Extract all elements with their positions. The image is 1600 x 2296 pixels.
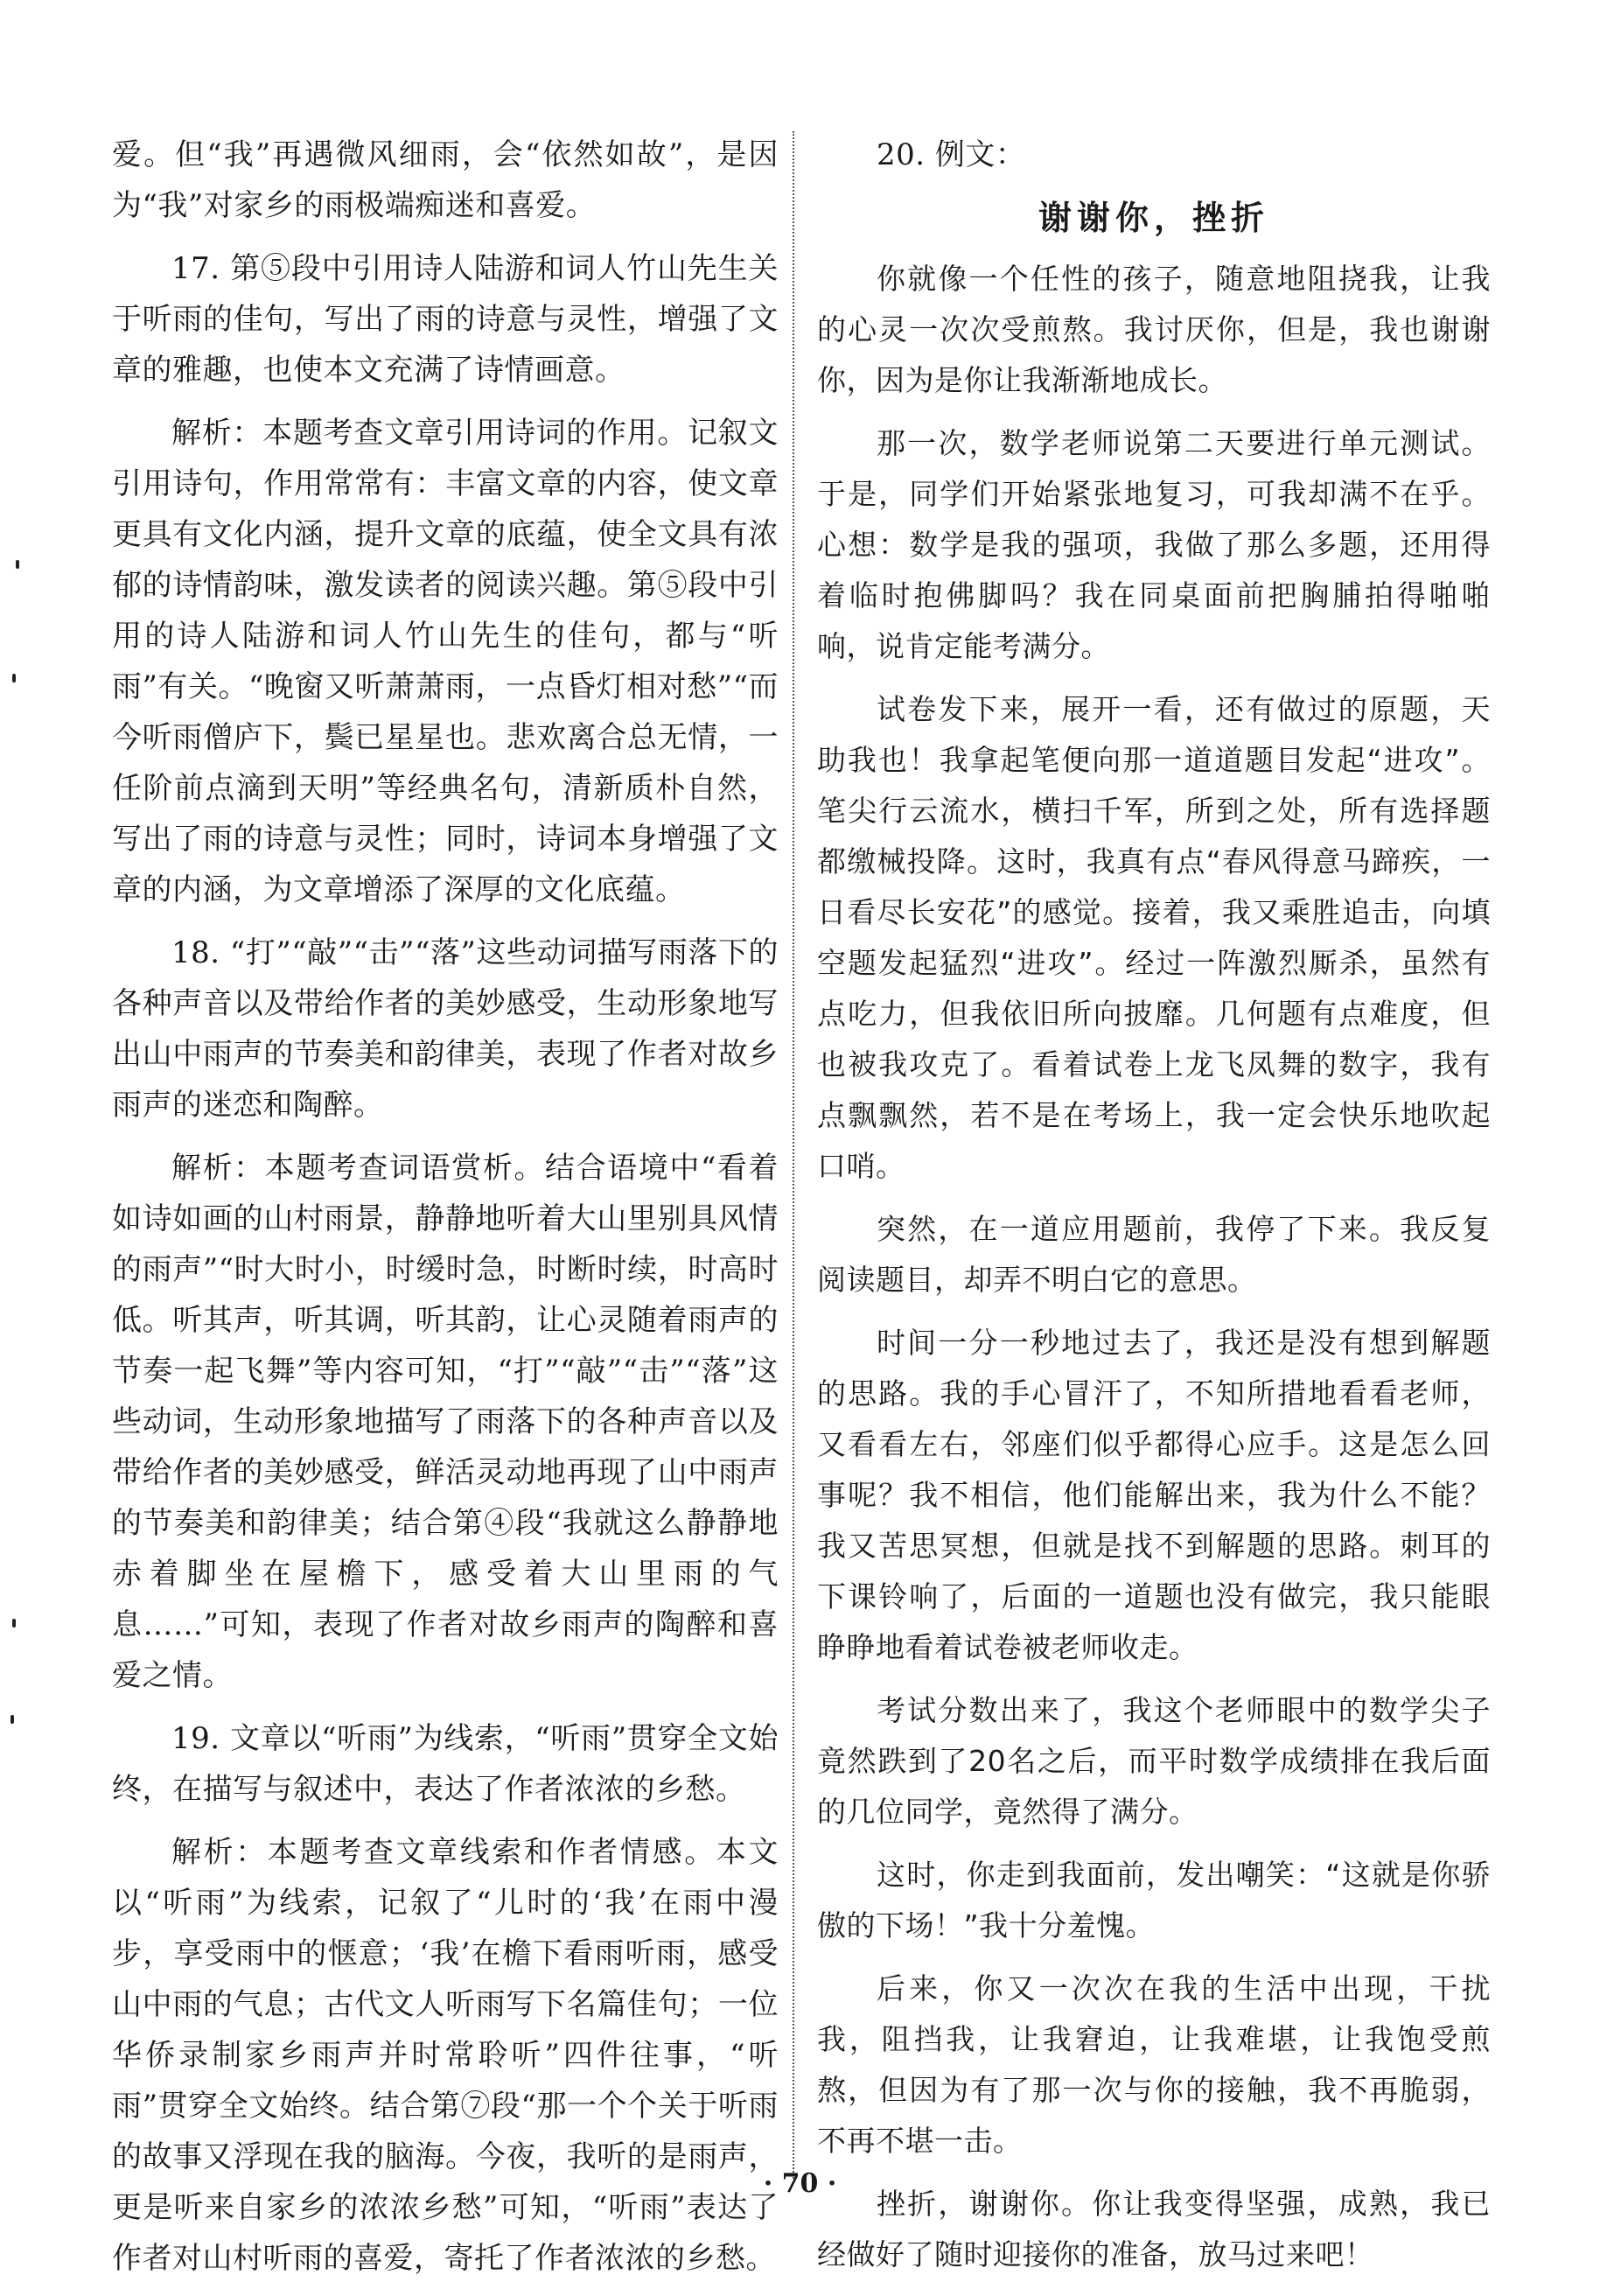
page-number: · 70 ·	[763, 2168, 837, 2199]
scan-mark	[12, 674, 16, 682]
scan-mark	[12, 1619, 16, 1628]
column-divider	[793, 131, 794, 2179]
analysis-19: 解析：本题考查文章线索和作者情感。本文以“听雨”为线索，记叙了“儿时的‘我’在雨中漫步，享受雨中的惬意；‘我’在檐下看雨听雨，感受山中雨的气息；古代文人听雨写下名篇佳句；一位华侨录制家乡雨声并时常聆听”四件往事，“听雨”贯穿全文始终。结合第⑦段“那一个个关于听雨的故事又浮现在我的脑海。今夜，我听的是雨声，更是听来自家乡的浓浓乡愁”可知，“听雨”表达了作者对山村听雨的喜爱，寄托了作者浓浓的乡愁。	[112, 1835, 779, 2276]
essay-paragraph: 那一次，数学老师说第二天要进行单元测试。于是，同学们开始紧张地复习，可我却满不在乎。心想：数学是我的强项，我做了那么多题，还用得着临时抱佛脚吗？我在同桌面前把胸脯拍得啪啪响，说肯定能考满分。	[817, 426, 1491, 663]
essay-paragraph: 时间一分一秒地过去了，我还是没有想到解题的思路。我的手心冒汗了，不知所措地看看老师，又看看左右，邻座们似乎都得心应手。这是怎么回事呢？我不相信，他们能解出来，我为什么不能？我又苦思冥想，但就是找不到解题的思路。刺耳的下课铃响了，后面的一道题也没有做完，我只能眼睁睁地看着试卷被老师收走。	[817, 1326, 1491, 1664]
answer-17: 17. 第⑤段中引用诗人陆游和词人竹山先生关于听雨的佳句，写出了雨的诗意与灵性，增强了文章的雅趣，也使本文充满了诗情画意。	[112, 251, 779, 388]
essay-paragraph: 考试分数出来了，我这个老师眼中的数学尖子竟然跌到了20名之后，而平时数学成绩排在我后面的几位同学，竟然得了满分。	[817, 1693, 1491, 1829]
essay-paragraph: 突然，在一道应用题前，我停了下来。我反复阅读题目，却弄不明白它的意思。	[817, 1212, 1491, 1297]
essay-paragraph: 挫折，谢谢你。你让我变得坚强，成熟，我已经做好了随时迎接你的准备，放马过来吧！	[817, 2187, 1491, 2272]
answer-continuation: 爱。但“我”再遇微风细雨，会“依然如故”，是因为“我”对家乡的雨极端痴迷和喜爱。	[112, 137, 779, 223]
essay-paragraph: 后来，你又一次次在我的生活中出现，干扰我，阻挡我，让我窘迫，让我难堪，让我饱受煎熬，但因为有了那一次与你的接触，我不再脆弱，不再不堪一击。	[817, 1971, 1491, 2158]
scan-mark	[16, 560, 19, 569]
analysis-18: 解析：本题考查词语赏析。结合语境中“看着如诗如画的山村雨景，静静地听着大山里别具风情的雨声”“时大时小，时缓时急，时断时续，时高时低。听其声，听其调，听其韵，让心灵随着雨声的节奏一起飞舞”等内容可知，“打”“敲”“击”“落”这些动词，生动形象地描写了雨落下的各种声音以及带给作者的美妙感受，鲜活灵动地再现了山中雨声的节奏美和韵律美；结合第④段“我就这么静静地赤着脚坐在屋檐下，感受着大山里雨的气息……”可知，表现了作者对故乡雨声的陶醉和喜爱之情。	[112, 1151, 779, 1693]
essay-paragraph: 你就像一个任性的孩子，随意地阻挠我，让我的心灵一次次受煎熬。我讨厌你，但是，我也谢谢你，因为是你让我渐渐地成长。	[817, 262, 1491, 397]
scan-mark	[10, 1715, 14, 1724]
answer-18: 18. “打”“敲”“击”“落”这些动词描写雨落下的各种声音以及带给作者的美妙感受，生动形象地写出山中雨声的节奏美和韵律美，表现了作者对故乡雨声的迷恋和陶醉。	[112, 935, 779, 1123]
essay-paragraph: 这时，你走到我面前，发出嘲笑：“这就是你骄傲的下场！”我十分羞愧。	[817, 1858, 1491, 1942]
right-column	[817, 130, 1491, 2292]
left-column	[112, 130, 779, 2296]
example-label: 20. 例文：	[877, 137, 1026, 172]
answer-19: 19. 文章以“听雨”为线索，“听雨”贯穿全文始终，在描写与叙述中，表达了作者浓浓的乡愁。	[112, 1721, 779, 1807]
essay-title: 谢谢你，挫折	[1038, 199, 1269, 237]
essay-paragraph: 试卷发下来，展开一看，还有做过的原题，天助我也！我拿起笔便向那一道道题目发起“进攻”。笔尖行云流水，横扫千军，所到之处，所有选择题都缴械投降。这时，我真有点“春风得意马蹄疾，一日看尽长安花”的感觉。接着，我又乘胜追击，向填空题发起猛烈“进攻”。经过一阵激烈厮杀，虽然有点吃力，但我依旧所向披靡。几何题有点难度，但也被我攻克了。看着试卷上龙飞凤舞的数字，我有点飘飘然，若不是在考场上，我一定会快乐地吹起口哨。	[817, 692, 1491, 1183]
analysis-17: 解析：本题考查文章引用诗词的作用。记叙文引用诗句，作用常常有：丰富文章的内容，使文章更具有文化内涵，提升文章的底蕴，使全文具有浓郁的诗情韵味，激发读者的阅读兴趣。第⑤段中引用的诗人陆游和词人竹山先生的佳句，都与“听雨”有关。“晚窗又听萧萧雨，一点昏灯相对愁”“而今听雨僧庐下，鬓已星星也。悲欢离合总无情，一任阶前点滴到天明”等经典名句，清新质朴自然，写出了雨的诗意与灵性；同时，诗词本身增强了文章的内涵，为文章增添了深厚的文化底蕴。	[112, 416, 779, 907]
